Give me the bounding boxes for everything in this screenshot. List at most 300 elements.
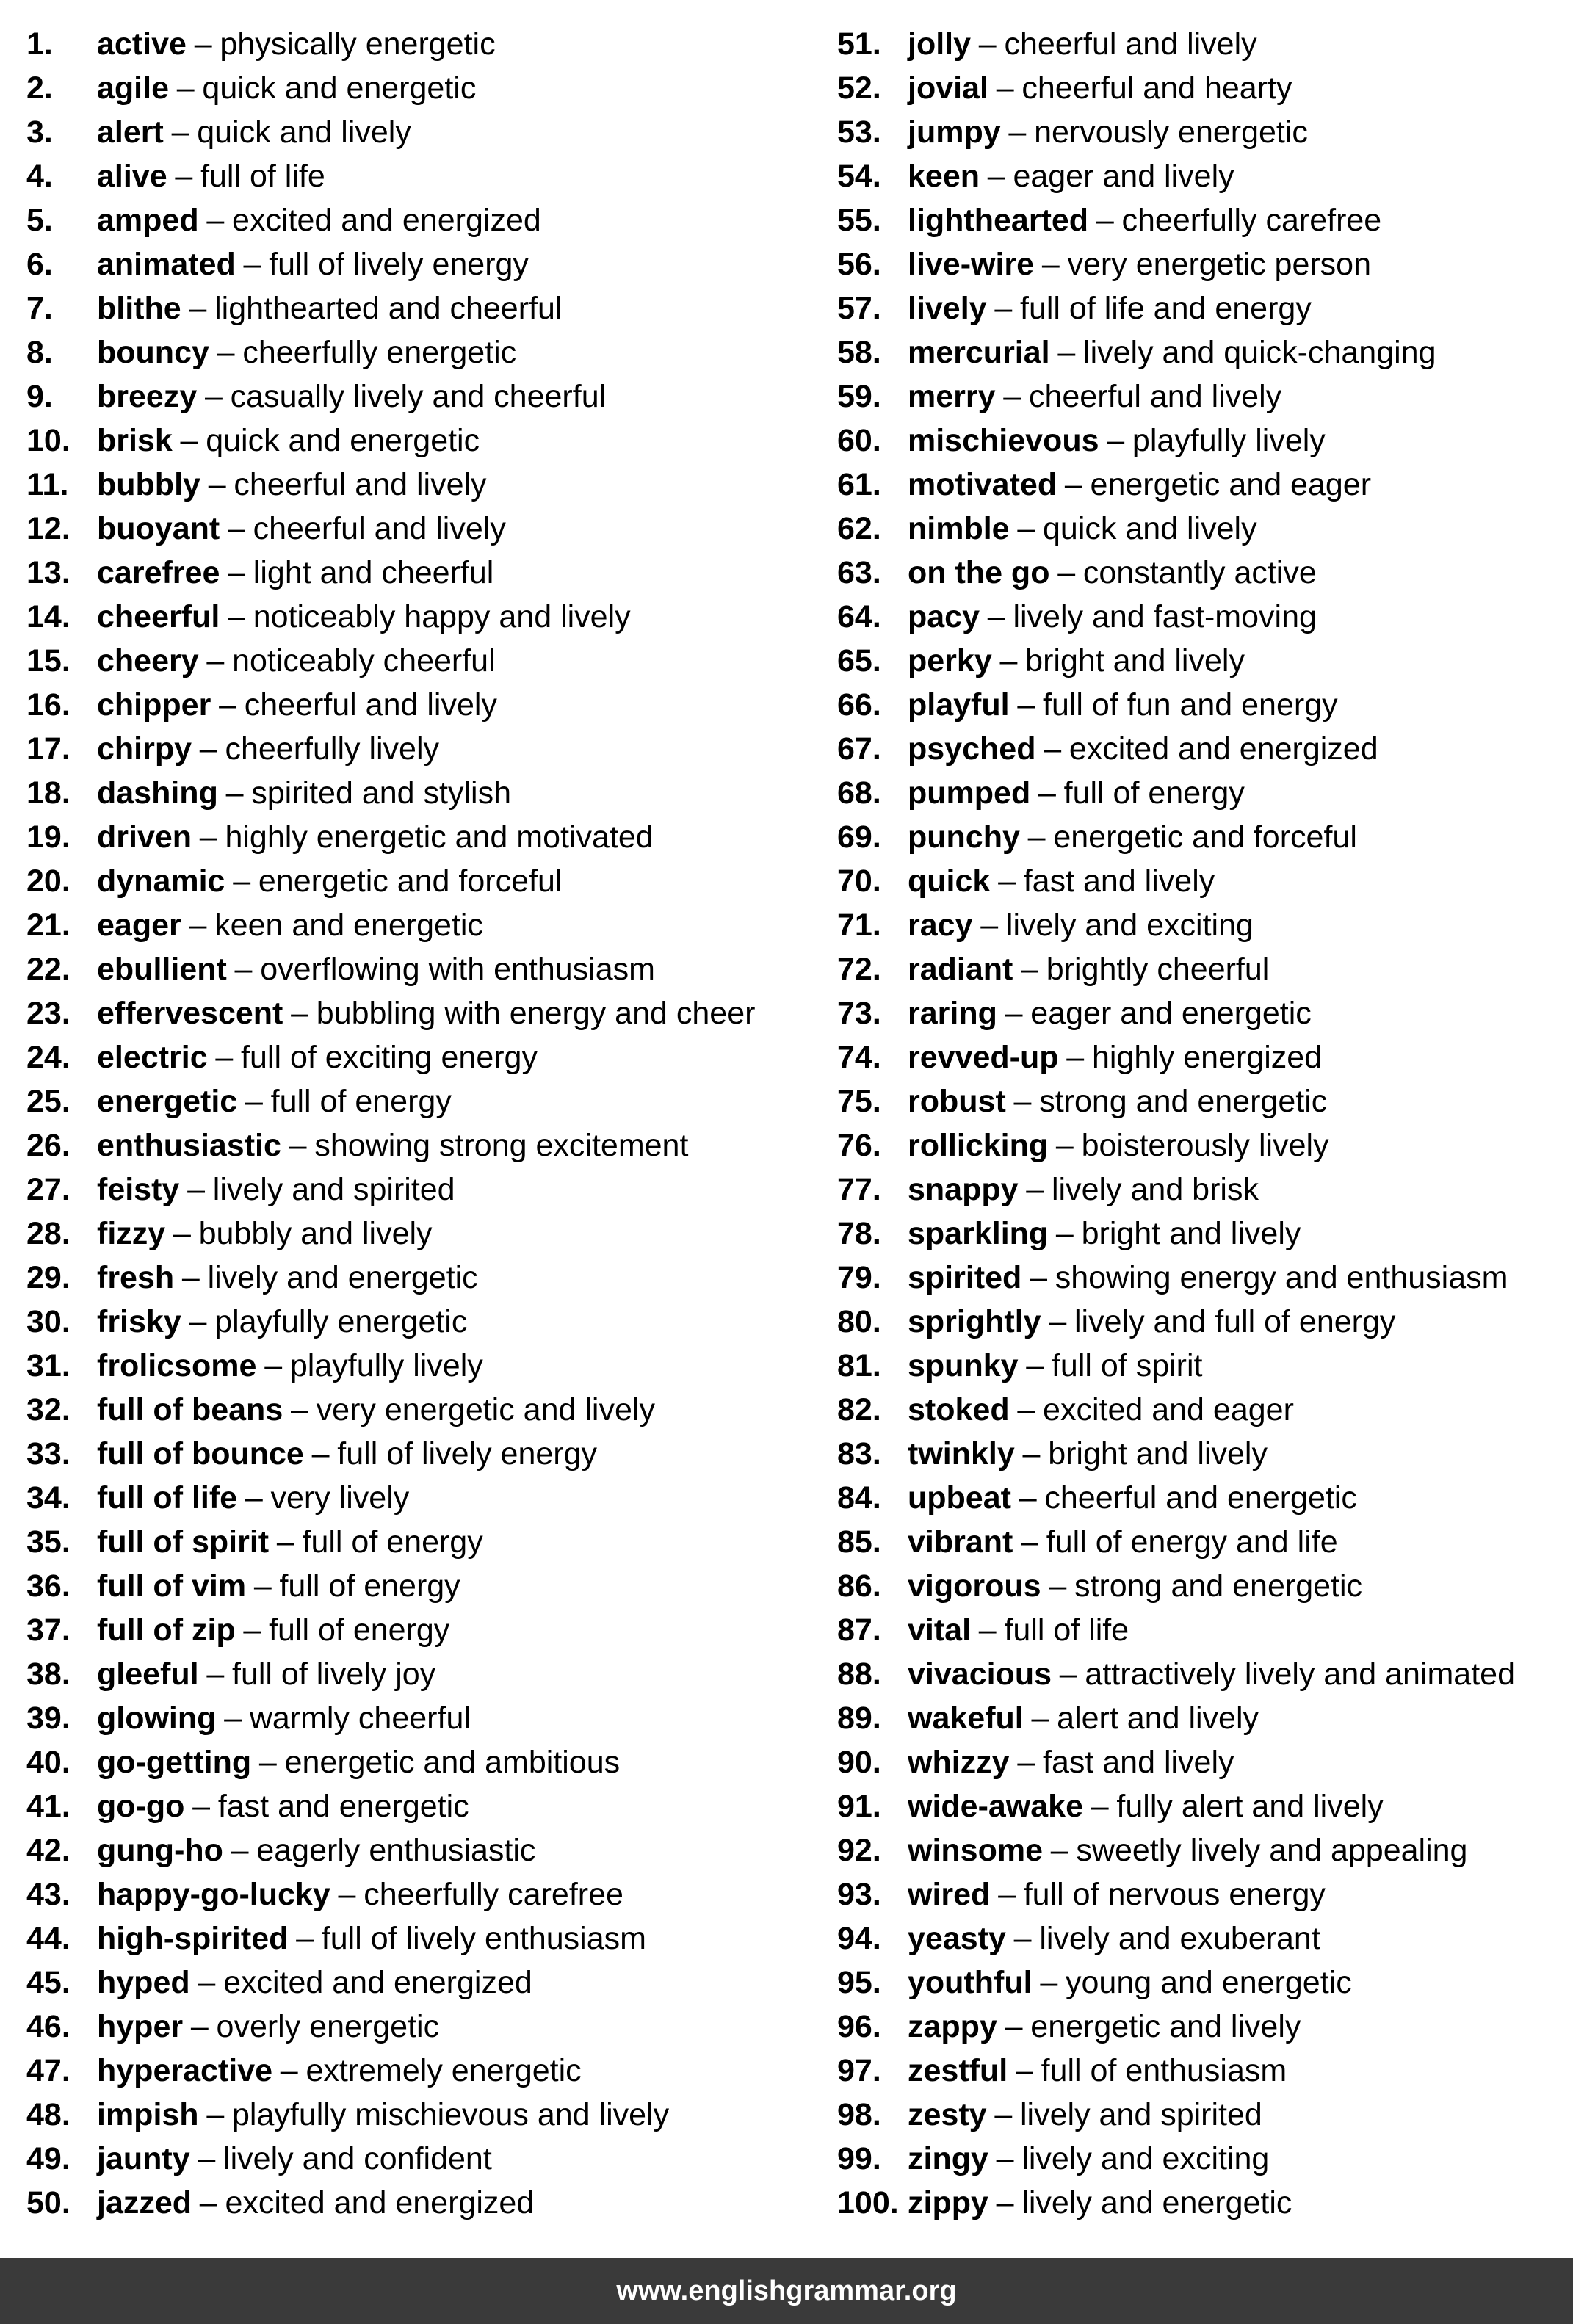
entry-word: racy	[908, 908, 973, 943]
entry-separator: –	[1017, 1745, 1035, 1780]
entry-separator: –	[1049, 1568, 1067, 1604]
entry-definition: full of lively energy	[269, 247, 529, 282]
entry-separator: –	[1015, 2053, 1033, 2088]
entry-word: glowing	[97, 1701, 217, 1736]
entry-separator: –	[980, 908, 999, 943]
entry-word: vivacious	[908, 1657, 1052, 1692]
list-item	[26, 1696, 827, 1740]
entry-separator: –	[189, 908, 207, 943]
entry-definition: bright and lively	[1048, 1436, 1268, 1471]
entry-separator: –	[198, 1965, 216, 2000]
list-item	[26, 110, 827, 154]
entry-definition: energetic and forceful	[258, 864, 563, 899]
entry-definition: eagerly enthusiastic	[256, 1833, 536, 1868]
entry-number: 56.	[837, 247, 881, 282]
entry-word: buoyant	[97, 511, 220, 546]
entry-number: 27.	[26, 1172, 70, 1207]
list-item	[837, 639, 1572, 683]
entry-number: 75.	[837, 1084, 881, 1119]
entry-word: alert	[97, 115, 164, 150]
list-item	[26, 683, 827, 727]
entry-definition: bubbling with energy and cheer	[316, 996, 756, 1031]
entry-separator: –	[1031, 1701, 1049, 1736]
entry-separator: –	[1055, 1216, 1074, 1251]
list-item	[837, 947, 1572, 991]
entry-definition: excited and energized	[225, 2185, 535, 2220]
entry-definition: full of fun and energy	[1043, 687, 1338, 723]
entry-definition: lighthearted and cheerful	[214, 291, 563, 326]
entry-number: 17.	[26, 731, 70, 767]
entry-word: effervescent	[97, 996, 283, 1031]
list-item	[26, 1388, 827, 1432]
word-list-right-column	[837, 22, 1572, 2225]
entry-separator: –	[996, 70, 1014, 106]
entry-definition: warmly cheerful	[249, 1701, 471, 1736]
entry-word: full of life	[97, 1480, 238, 1516]
entry-separator: –	[1026, 1172, 1044, 1207]
list-item	[837, 1256, 1572, 1300]
entry-separator: –	[1059, 1657, 1077, 1692]
entry-word: bubbly	[97, 467, 200, 502]
entry-separator: –	[987, 599, 1005, 634]
list-item	[26, 2093, 827, 2137]
footer-url[interactable]: www.englishgrammar.org	[616, 2275, 957, 2306]
entry-definition: quick and energetic	[202, 70, 477, 106]
entry-number: 99.	[837, 2141, 881, 2176]
list-item	[837, 1961, 1572, 2005]
entry-number: 72.	[837, 952, 881, 987]
entry-word: frolicsome	[97, 1348, 257, 1383]
entry-word: raring	[908, 996, 997, 1031]
list-item	[837, 242, 1572, 286]
entry-word: merry	[908, 379, 996, 414]
entry-definition: excited and energized	[223, 1965, 532, 2000]
entry-word: winsome	[908, 1833, 1043, 1868]
entry-definition: lively and exciting	[1005, 908, 1254, 943]
entry-definition: energetic and eager	[1090, 467, 1372, 502]
entry-word: motivated	[908, 467, 1057, 502]
entry-word: twinkly	[908, 1436, 1015, 1471]
entry-definition: very energetic and lively	[316, 1392, 655, 1427]
list-item	[837, 1916, 1572, 1961]
entry-separator: –	[1050, 1833, 1068, 1868]
entry-word: radiant	[908, 952, 1013, 987]
list-item	[26, 154, 827, 198]
list-item	[26, 1608, 827, 1652]
entry-definition: cheerfully carefree	[1121, 203, 1382, 238]
entry-definition: casually lively and cheerful	[230, 379, 607, 414]
entry-definition: attractively lively and animated	[1085, 1657, 1515, 1692]
list-item	[837, 1212, 1572, 1256]
entry-separator: –	[1021, 952, 1039, 987]
entry-definition: nervously energetic	[1034, 115, 1308, 150]
entry-number: 64.	[837, 599, 881, 634]
entry-number: 47.	[26, 2053, 70, 2088]
entry-word: enthusiastic	[97, 1128, 281, 1163]
entry-definition: showing strong excitement	[314, 1128, 689, 1163]
entry-separator: –	[227, 511, 245, 546]
entry-definition: physically energetic	[220, 26, 496, 62]
list-item	[837, 1740, 1572, 1784]
entry-word: jazzed	[97, 2185, 192, 2220]
entry-separator: –	[264, 1348, 283, 1383]
entry-separator: –	[1017, 687, 1035, 723]
entry-number: 97.	[837, 2053, 881, 2088]
entry-definition: lively and fast-moving	[1013, 599, 1317, 634]
entry-word: vigorous	[908, 1568, 1041, 1604]
entry-word: chipper	[97, 687, 211, 723]
entry-number: 32.	[26, 1392, 70, 1427]
entry-number: 79.	[837, 1260, 881, 1295]
entry-number: 34.	[26, 1480, 70, 1516]
entry-number: 45.	[26, 1965, 70, 2000]
entry-definition: boisterously lively	[1081, 1128, 1329, 1163]
entry-definition: lively and energetic	[1021, 2185, 1292, 2220]
entry-definition: excited and energized	[1068, 731, 1378, 767]
entry-separator: –	[175, 159, 193, 194]
entry-word: electric	[97, 1040, 208, 1075]
entry-separator: –	[231, 1833, 249, 1868]
entry-separator: –	[999, 643, 1018, 678]
entry-separator: –	[291, 996, 309, 1031]
list-item	[837, 1520, 1572, 1564]
entry-separator: –	[1003, 379, 1021, 414]
entry-number: 89.	[837, 1701, 881, 1736]
entry-definition: cheerfully carefree	[364, 1877, 623, 1912]
entry-word: jovial	[908, 70, 988, 106]
entry-definition: cheerful and lively	[1028, 379, 1282, 414]
entry-separator: –	[234, 952, 253, 987]
entry-word: fresh	[97, 1260, 175, 1295]
list-item	[837, 507, 1572, 551]
entry-number: 23.	[26, 996, 70, 1031]
entry-number: 7.	[26, 291, 53, 326]
entry-number: 8.	[26, 335, 53, 370]
entry-definition: cheerfully energetic	[242, 335, 517, 370]
entry-word: bouncy	[97, 335, 209, 370]
list-item	[837, 1388, 1572, 1432]
entry-definition: full of energy and life	[1046, 1524, 1338, 1560]
entry-separator: –	[1057, 555, 1076, 590]
list-item	[837, 1168, 1572, 1212]
entry-separator: –	[1030, 1260, 1047, 1295]
entry-definition: fast and lively	[1023, 864, 1215, 899]
list-item	[837, 595, 1572, 639]
entry-word: playful	[908, 687, 1010, 723]
entry-number: 49.	[26, 2141, 70, 2176]
entry-word: hyper	[97, 2009, 184, 2044]
list-item	[837, 198, 1572, 242]
list-item	[26, 22, 827, 66]
entry-separator: –	[987, 159, 1005, 194]
entry-definition: full of enthusiasm	[1041, 2053, 1287, 2088]
entry-word: cheerful	[97, 599, 220, 634]
list-item	[26, 1432, 827, 1476]
entry-number: 6.	[26, 247, 53, 282]
entry-separator: –	[208, 467, 226, 502]
entry-separator: –	[198, 2141, 216, 2176]
list-item	[26, 2137, 827, 2181]
list-item	[26, 859, 827, 903]
list-item	[26, 1872, 827, 1916]
entry-separator: –	[171, 115, 189, 150]
entry-number: 59.	[837, 379, 881, 414]
list-item	[837, 2181, 1572, 2225]
entry-number: 21.	[26, 908, 70, 943]
entry-number: 41.	[26, 1789, 70, 1824]
entry-definition: playfully lively	[289, 1348, 483, 1383]
entry-separator: –	[276, 1524, 294, 1560]
list-item	[26, 286, 827, 330]
entry-separator: –	[994, 291, 1013, 326]
entry-word: hyperactive	[97, 2053, 273, 2088]
entry-word: gung-ho	[97, 1833, 223, 1868]
entry-separator: –	[289, 1128, 307, 1163]
entry-definition: playfully lively	[1132, 423, 1326, 458]
entry-number: 44.	[26, 1921, 70, 1956]
entry-word: jolly	[908, 26, 972, 62]
entry-word: brisk	[97, 423, 173, 458]
entry-definition: fast and lively	[1043, 1745, 1234, 1780]
entry-number: 24.	[26, 1040, 70, 1075]
entry-separator: –	[1055, 1128, 1074, 1163]
list-item	[26, 771, 827, 815]
entry-definition: lively and brisk	[1051, 1172, 1259, 1207]
entry-separator: –	[245, 1084, 263, 1119]
entry-separator: –	[206, 2097, 225, 2132]
entry-number: 46.	[26, 2009, 70, 2044]
entry-separator: –	[192, 1789, 211, 1824]
entry-separator: –	[173, 1216, 191, 1251]
list-item	[837, 815, 1572, 859]
list-item	[837, 1344, 1572, 1388]
list-item	[26, 1520, 827, 1564]
entry-separator: –	[1096, 203, 1114, 238]
entry-definition: full of spirit	[1051, 1348, 1203, 1383]
entry-word: spirited	[908, 1260, 1022, 1295]
entry-number: 53.	[837, 115, 881, 150]
entry-separator: –	[243, 247, 261, 282]
entry-word: frisky	[97, 1304, 181, 1339]
entry-separator: –	[258, 1745, 277, 1780]
list-item	[837, 1608, 1572, 1652]
entry-definition: keen and energetic	[214, 908, 483, 943]
entry-separator: –	[194, 26, 212, 62]
list-item	[837, 2137, 1572, 2181]
entry-separator: –	[176, 70, 195, 106]
entry-number: 37.	[26, 1612, 70, 1648]
list-item	[26, 1476, 827, 1520]
entry-number: 1.	[26, 26, 53, 62]
list-item	[26, 463, 827, 507]
entry-separator: –	[1022, 1436, 1041, 1471]
entry-word: full of bounce	[97, 1436, 304, 1471]
entry-separator: –	[224, 1701, 242, 1736]
list-item	[837, 1652, 1572, 1696]
entry-word: high-spirited	[97, 1921, 289, 1956]
entry-word: amped	[97, 203, 199, 238]
entry-definition: energetic and lively	[1030, 2009, 1301, 2044]
entry-definition: showing energy and enthusiasm	[1055, 1260, 1508, 1295]
entry-word: eager	[97, 908, 181, 943]
list-item	[837, 551, 1572, 595]
list-item	[837, 683, 1572, 727]
entry-word: driven	[97, 819, 192, 855]
entry-separator: –	[205, 379, 223, 414]
list-item	[26, 727, 827, 771]
entry-number: 63.	[837, 555, 881, 590]
list-item	[26, 1300, 827, 1344]
list-item	[837, 1784, 1572, 1828]
entry-number: 4.	[26, 159, 53, 194]
list-item	[26, 1212, 827, 1256]
entry-definition: bright and lively	[1081, 1216, 1301, 1251]
entry-separator: –	[1017, 511, 1035, 546]
entry-definition: full of life	[200, 159, 325, 194]
list-item	[837, 66, 1572, 110]
list-item	[837, 1872, 1572, 1916]
entry-definition: full of lively enthusiasm	[321, 1921, 646, 1956]
entry-separator: –	[219, 687, 236, 723]
entry-definition: full of exciting energy	[241, 1040, 538, 1075]
entry-number: 11.	[26, 467, 69, 502]
entry-number: 90.	[837, 1745, 881, 1780]
entry-definition: cheerful and lively	[244, 687, 497, 723]
entry-number: 12.	[26, 511, 70, 546]
entry-definition: extremely energetic	[305, 2053, 582, 2088]
entry-definition: cheerful and lively	[234, 467, 487, 502]
entry-separator: –	[1013, 1921, 1032, 1956]
entry-word: active	[97, 26, 187, 62]
list-item	[26, 242, 827, 286]
list-item	[26, 419, 827, 463]
entry-word: alive	[97, 159, 167, 194]
entry-separator: –	[228, 599, 245, 634]
entry-word: full of zip	[97, 1612, 236, 1648]
entry-number: 62.	[837, 511, 881, 546]
list-item	[837, 154, 1572, 198]
entry-word: zappy	[908, 2009, 997, 2044]
entry-separator: –	[187, 1172, 206, 1207]
list-item	[837, 2093, 1572, 2137]
entry-number: 50.	[26, 2185, 70, 2220]
entry-word: zesty	[908, 2097, 987, 2132]
list-item	[26, 507, 827, 551]
entry-number: 54.	[837, 159, 881, 194]
entry-definition: full of lively energy	[337, 1436, 598, 1471]
entry-number: 30.	[26, 1304, 70, 1339]
list-item	[837, 330, 1572, 374]
entry-word: spunky	[908, 1348, 1019, 1383]
list-item	[837, 1035, 1572, 1079]
entry-separator: –	[206, 1657, 225, 1692]
entry-number: 39.	[26, 1701, 70, 1736]
entry-word: fizzy	[97, 1216, 166, 1251]
entry-definition: light and cheerful	[253, 555, 494, 590]
list-item	[26, 1256, 827, 1300]
entry-number: 66.	[837, 687, 881, 723]
list-item	[837, 2005, 1572, 2049]
list-item	[26, 815, 827, 859]
entry-word: go-getting	[97, 1745, 252, 1780]
entry-definition: energetic and ambitious	[284, 1745, 621, 1780]
entry-definition: lively and spirited	[1020, 2097, 1262, 2132]
entry-number: 83.	[837, 1436, 881, 1471]
entry-definition: full of energy	[1063, 775, 1245, 811]
entry-number: 80.	[837, 1304, 881, 1339]
entry-separator: –	[311, 1436, 330, 1471]
entry-word: upbeat	[908, 1480, 1011, 1516]
footer-bar	[0, 2258, 1573, 2324]
entry-definition: lively and exuberant	[1039, 1921, 1320, 1956]
entry-number: 25.	[26, 1084, 70, 1119]
entry-number: 31.	[26, 1348, 70, 1383]
list-item	[837, 903, 1572, 947]
list-item	[837, 727, 1572, 771]
entry-word: snappy	[908, 1172, 1019, 1207]
entry-word: ebullient	[97, 952, 227, 987]
entry-definition: highly energetic and motivated	[225, 819, 654, 855]
list-item	[26, 1035, 827, 1079]
entry-word: vital	[908, 1612, 972, 1648]
entry-definition: lively and full of energy	[1074, 1304, 1396, 1339]
entry-separator: –	[245, 1480, 263, 1516]
entry-number: 18.	[26, 775, 70, 811]
entry-number: 57.	[837, 291, 881, 326]
entry-separator: –	[1021, 1524, 1039, 1560]
entry-number: 73.	[837, 996, 881, 1031]
entry-word: sparkling	[908, 1216, 1049, 1251]
list-item	[837, 991, 1572, 1035]
entry-separator: –	[181, 1260, 200, 1295]
entry-definition: quick and lively	[197, 115, 411, 150]
entry-separator: –	[233, 864, 251, 899]
entry-definition: lively and quick-changing	[1083, 335, 1436, 370]
list-item	[26, 2181, 827, 2225]
entry-definition: full of energy	[270, 1084, 452, 1119]
entry-definition: constantly active	[1082, 555, 1317, 590]
entry-definition: noticeably happy and lively	[253, 599, 631, 634]
entry-number: 100.	[837, 2185, 899, 2220]
list-item	[837, 859, 1572, 903]
list-item	[837, 1696, 1572, 1740]
entry-word: dashing	[97, 775, 218, 811]
entry-separator: –	[998, 1877, 1016, 1912]
entry-separator: –	[1017, 1392, 1035, 1427]
entry-definition: cheerful and lively	[1004, 26, 1257, 62]
entry-definition: noticeably cheerful	[232, 643, 496, 678]
entry-number: 77.	[837, 1172, 881, 1207]
list-item	[26, 903, 827, 947]
entry-separator: –	[206, 643, 225, 678]
entry-number: 15.	[26, 643, 70, 678]
entry-separator: –	[206, 203, 225, 238]
entry-separator: –	[253, 1568, 272, 1604]
entry-separator: –	[290, 1392, 308, 1427]
list-item	[26, 1784, 827, 1828]
entry-word: rollicking	[908, 1128, 1049, 1163]
list-item	[26, 1079, 827, 1123]
list-item	[837, 463, 1572, 507]
entry-separator: –	[1057, 335, 1076, 370]
entry-number: 74.	[837, 1040, 881, 1075]
entry-definition: lively and confident	[223, 2141, 492, 2176]
entry-definition: full of life	[1004, 1612, 1129, 1648]
entry-number: 91.	[837, 1789, 881, 1824]
list-item	[26, 1916, 827, 1961]
entry-number: 67.	[837, 731, 881, 767]
entry-number: 40.	[26, 1745, 70, 1780]
